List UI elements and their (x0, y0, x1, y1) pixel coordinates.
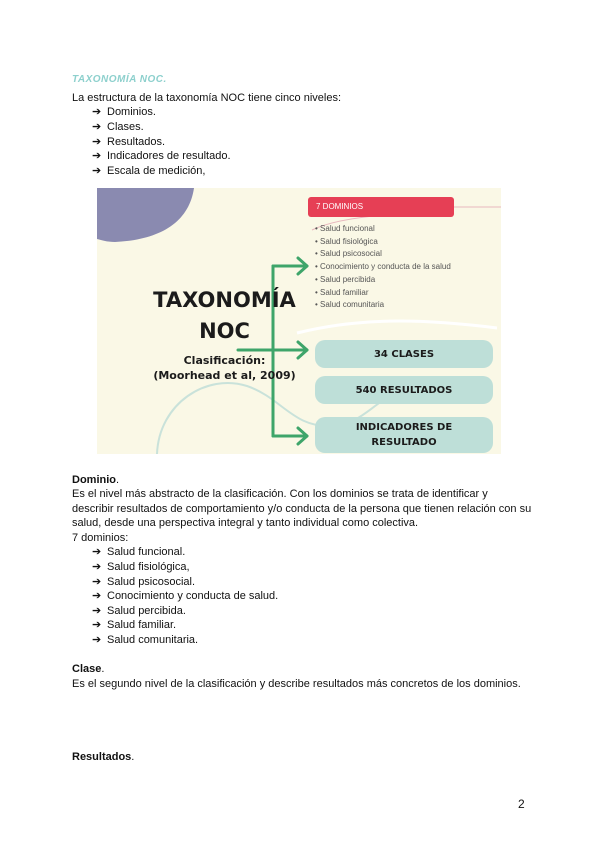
arrow-icon: ➔ (92, 136, 102, 148)
list-item: • Salud funcional (315, 224, 375, 233)
infographic-title: TAXONOMÍA (153, 288, 296, 312)
list-item: ➔ Conocimiento y conducta de salud. (92, 590, 279, 602)
section-heading: TAXONOMÍA NOC. (72, 74, 167, 85)
classification-label: Clasificación: (183, 354, 266, 367)
list-item: ➔ Clases. (92, 121, 144, 133)
list-item: ➔ Salud familiar. (92, 619, 177, 631)
clase-description: Es el segundo nivel de la clasificación y describe resultados más concretos de los dominios. (72, 678, 521, 690)
list-item: • Salud familiar (315, 287, 369, 297)
list-item: ➔ Dominios. (92, 106, 156, 118)
list-item: ➔ Resultados. (92, 136, 166, 148)
arrow-icon: ➔ (92, 590, 102, 602)
clase-heading: Clase. (72, 663, 105, 675)
arrow-icon: ➔ (92, 576, 102, 588)
list-item: • Salud fisiológica (315, 236, 378, 246)
list-item: ➔ Escala de medición, (92, 165, 206, 177)
arrow-icon: ➔ (92, 561, 102, 573)
decorative-blob (97, 188, 194, 242)
results-pill: 540 RESULTADOS (315, 376, 493, 404)
list-item: ➔ Salud psicosocial. (92, 576, 196, 588)
citation: (Moorhead et al, 2009) (153, 369, 296, 382)
domains-header: 7 DOMINIOS (308, 197, 454, 217)
list-item: • Salud percibida (315, 274, 376, 284)
dominio-heading: Dominio. (72, 474, 120, 486)
indicators-pill: INDICADORES DE RESULTADO (315, 417, 493, 453)
classes-pill: 34 CLASES (315, 340, 493, 368)
list-item: • Salud comunitaria (315, 300, 385, 310)
dominio-description: Es el nivel más abstracto de la clasificación. Con los dominios se trata de identificar y describir resultados de comportamiento y/o conducta de la persona que tienen relación con su salud, desde una perspectiva integral y tanto individual como colectiva. (72, 488, 532, 530)
list-item: ➔ Salud percibida. (92, 605, 186, 617)
arrow-icon: ➔ (92, 150, 102, 162)
intro-text: La estructura de la taxonomía NOC tiene cinco niveles: (72, 92, 342, 104)
arrow-icon: ➔ (92, 619, 102, 631)
list-item: ➔ Salud funcional. (92, 546, 186, 558)
list-item: ➔ Salud fisiológica, (92, 561, 190, 573)
arrow-icon: ➔ (92, 605, 102, 617)
domains-list (315, 223, 451, 312)
page-number: 2 (518, 797, 525, 811)
list-item: • Salud psicosocial (315, 249, 382, 259)
arrow-icon: ➔ (92, 106, 102, 118)
arrow-icon: ➔ (92, 165, 102, 177)
arrow-icon: ➔ (92, 634, 102, 646)
list-item: ➔ Indicadores de resultado. (92, 150, 231, 162)
infographic-subtitle: NOC (199, 319, 250, 343)
list-item: • Conocimiento y conducta de la salud (315, 262, 451, 272)
arrow-icon: ➔ (92, 546, 102, 558)
arrow-icon: ➔ (92, 121, 102, 133)
resultados-heading: Resultados. (72, 751, 135, 763)
dominio-count: 7 dominios: (72, 532, 129, 544)
list-item: ➔ Salud comunitaria. (92, 634, 199, 646)
taxonomy-infographic (97, 188, 501, 454)
